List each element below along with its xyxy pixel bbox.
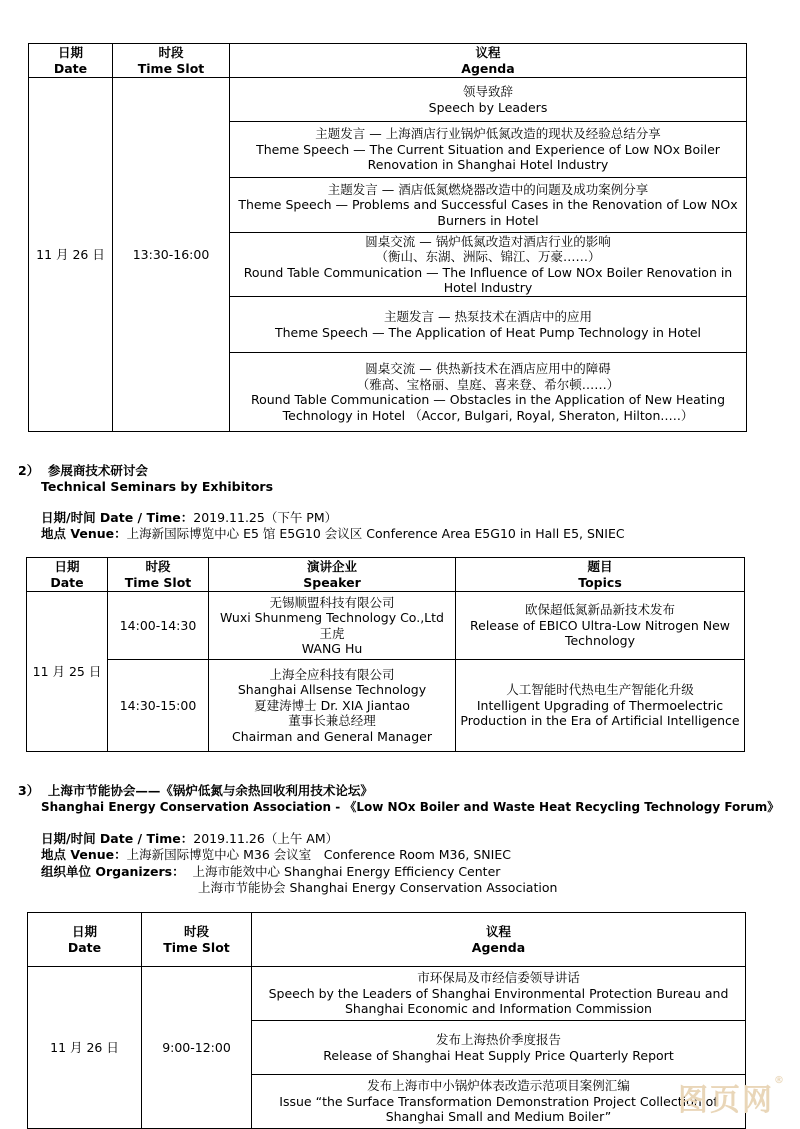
section3-organizers	[41, 864, 500, 881]
section3-date	[41, 831, 338, 848]
header-time-slot: 时段 Time Slot	[108, 558, 209, 592]
date-cell: 11 月 26 日	[29, 78, 113, 432]
time-slot-cell: 14:30-15:00	[108, 660, 209, 752]
forum-agenda-table	[27, 912, 746, 1129]
speaker-cell: 无锡顺盟科技有限公司 Wuxi Shunmeng Technology Co.,Ltd 王虎 WANG Hu	[209, 592, 456, 660]
header-speaker: 演讲企业 Speaker	[209, 558, 456, 592]
organizers-label: 组织单位 Organizers：	[41, 864, 185, 879]
agenda-item: 主题发言 — 热泵技术在酒店中的应用 Theme Speech — The Application of Heat Pump Technology in Hotel	[230, 297, 747, 353]
agenda-item: 主题发言 — 酒店低氮燃烧器改造中的问题及成功案例分享 Theme Speech — Problems and Successful Cases in the Renovation of Low NOx Burners in Hotel	[230, 178, 747, 233]
section2-title	[18, 463, 148, 480]
time-slot-cell: 13:30-16:00	[113, 78, 230, 432]
date-cell: 11 月 26 日	[28, 967, 142, 1129]
section3-title-en: Shanghai Energy Conservation Association - 《Low NOx Boiler and Waste Heat Recycling Technology Forum》	[41, 800, 780, 814]
date-label: 日期/时间 Date / Time：	[41, 510, 194, 525]
seminar-table	[26, 557, 745, 752]
header-topics: 题目 Topics	[456, 558, 745, 592]
agenda-item: 发布上海市中小锅炉体表改造示范项目案例汇编 Issue “the Surface Transformation Demonstration Project Collection of Shanghai Small and Medium Boiler”	[252, 1075, 746, 1129]
header-agenda: 议程 Agenda	[230, 44, 747, 78]
table-header-row	[29, 44, 747, 78]
agenda-item: 圆桌交流 — 锅炉低氮改造对酒店行业的影响 （衡山、东湖、洲际、锦江、万豪……） Round Table Communication — The Influence of Low NOx Boiler Renovation in Hotel Industry	[230, 233, 747, 297]
header-date: 日期 Date	[29, 44, 113, 78]
venue-label: 地点 Venue：	[41, 526, 127, 541]
time-slot-cell: 14:00-14:30	[108, 592, 209, 660]
topic-cell: 人工智能时代热电生产智能化升级 Intelligent Upgrading of Thermoelectric Production in the Era of Artificial Intelligence	[456, 660, 745, 752]
table-row	[29, 78, 747, 122]
agenda-item: 发布上海热价季度报告 Release of Shanghai Heat Supply Price Quarterly Report	[252, 1021, 746, 1075]
agenda-item: 领导致辞 Speech by Leaders	[230, 78, 747, 122]
table-header-row	[27, 558, 745, 592]
agenda-item: 主题发言 — 上海酒店行业锅炉低氮改造的现状及经验总结分享 Theme Speech — The Current Situation and Experience of Low NOx Boiler Renovation in Shanghai Hotel Industry	[230, 122, 747, 178]
section3-title	[18, 783, 373, 800]
speaker-cell: 上海全应科技有限公司 Shanghai Allsense Technology 夏建涛博士 Dr. XIA Jiantao 董事长兼总经理 Chairman and General Manager	[209, 660, 456, 752]
table-row	[27, 592, 745, 660]
section3-venue	[41, 847, 511, 864]
organizer-1: 上海市能效中心 Shanghai Energy Efficiency Center	[192, 864, 501, 879]
section3-title-zh: 上海市节能协会——《锅炉低氮与余热回收利用技术论坛》	[47, 783, 373, 798]
section2-title-zh: 参展商技术研讨会	[47, 463, 148, 478]
date-value: 2019.11.25（下午 PM）	[193, 510, 338, 525]
topic-cell: 欧保超低氮新品新技术发布 Release of EBICO Ultra-Low Nitrogen New Technology	[456, 592, 745, 660]
table-row	[28, 967, 746, 1021]
date-cell: 11 月 25 日	[27, 592, 108, 752]
section3-number: 3）	[18, 783, 40, 798]
venue-value: 上海新国际博览中心 E5 馆 E5G10 会议区 Conference Area E5G10 in Hall E5, SNIEC	[126, 526, 625, 541]
section2-title-en: Technical Seminars by Exhibitors	[41, 479, 274, 494]
table-header-row	[28, 913, 746, 967]
section2-date	[41, 510, 337, 527]
time-slot-cell: 9:00-12:00	[142, 967, 252, 1129]
agenda-item: 市环保局及市经信委领导讲话 Speech by the Leaders of Shanghai Environmental Protection Bureau and Shanghai Economic and Information Commission	[252, 967, 746, 1021]
section2-venue	[41, 526, 625, 543]
section2-number: 2）	[18, 463, 40, 478]
header-time-slot: 时段 Time Slot	[113, 44, 230, 78]
header-date: 日期 Date	[27, 558, 108, 592]
venue-value: 上海新国际博览中心 M36 会议室 Conference Room M36, SNIEC	[126, 847, 511, 862]
agenda-item: 圆桌交流 — 供热新技术在酒店应用中的障碍 （雅高、宝格丽、皇庭、喜来登、希尔顿……） Round Table Communication — Obstacles in the Application of New Heating Technology in Hotel （Accor, Bulgari, Royal, Sheraton, Hilton.….）	[230, 353, 747, 432]
date-label: 日期/时间 Date / Time：	[41, 831, 194, 846]
table-row	[27, 660, 745, 752]
header-agenda: 议程 Agenda	[252, 913, 746, 967]
header-time-slot: 时段 Time Slot	[142, 913, 252, 967]
watermark-logo: 图页网®	[678, 1075, 786, 1118]
header-date: 日期 Date	[28, 913, 142, 967]
venue-label: 地点 Venue：	[41, 847, 127, 862]
date-value: 2019.11.26（上午 AM）	[193, 831, 339, 846]
agenda-table-nov26-pm	[28, 43, 747, 432]
section3-organizer-2: 上海市节能协会 Shanghai Energy Conservation Association	[198, 880, 558, 895]
